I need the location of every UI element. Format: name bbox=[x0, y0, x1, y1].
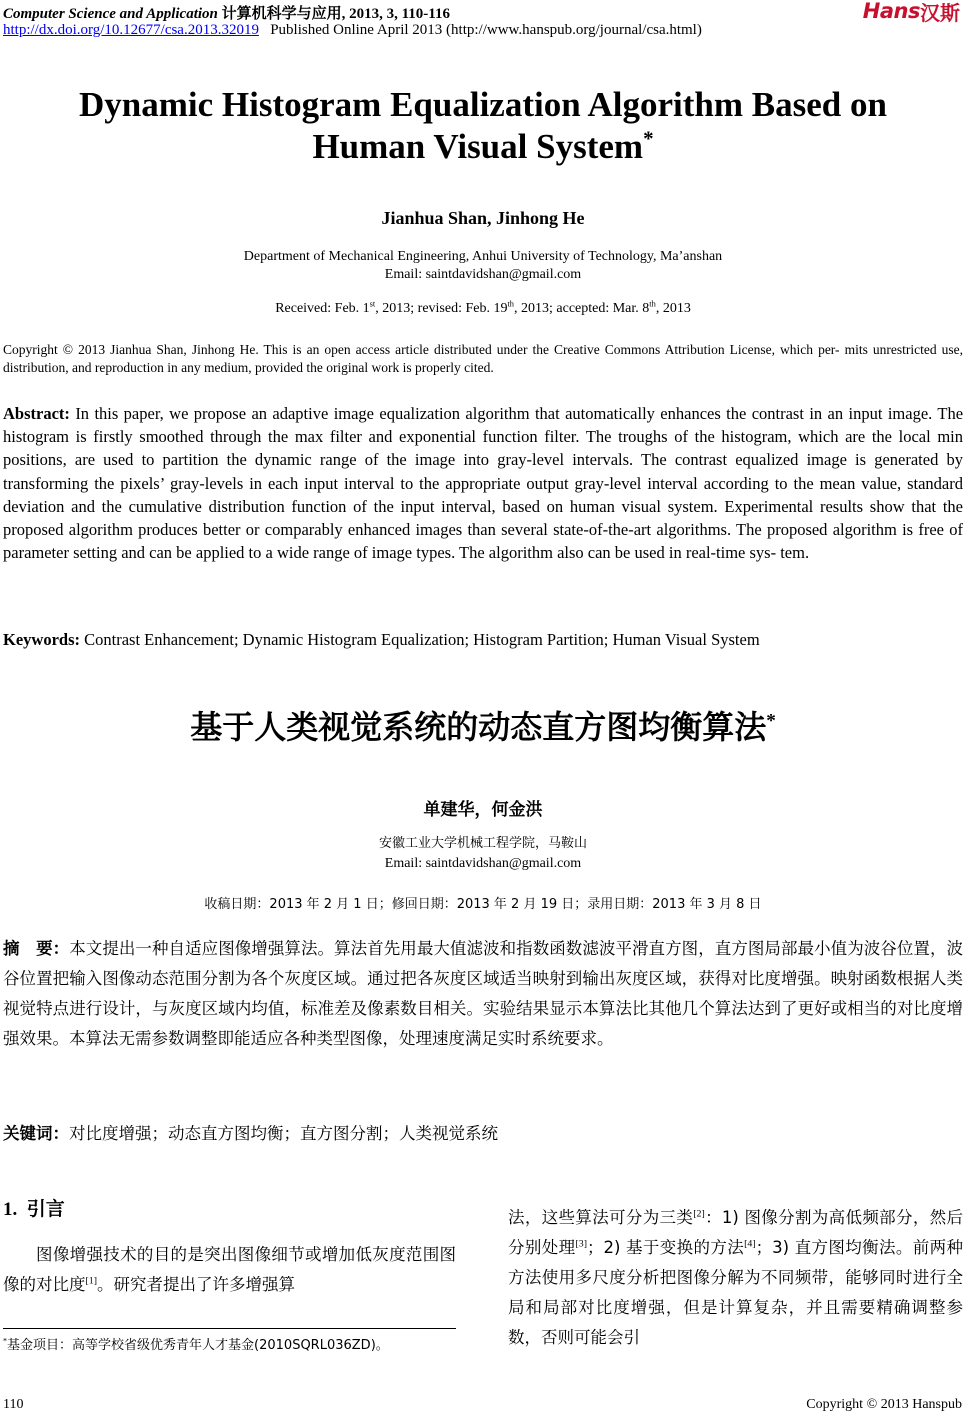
received-dates-cn: 收稿日期：2013 年 2 月 1 日；修回日期：2013 年 2 月 19 日；录用日期：2013 年 3 月 8 日 bbox=[204, 897, 762, 912]
keywords-cn-text: 对比度增强；动态直方图均衡；直方图分割；人类视觉系统 bbox=[69, 1124, 498, 1143]
paper-title-cn bbox=[0, 702, 966, 748]
ordinal-th: th bbox=[507, 299, 514, 309]
title-cn-footnote-mark: * bbox=[766, 710, 776, 732]
affiliation-cn bbox=[0, 834, 966, 874]
logo-cn: 汉斯 bbox=[920, 0, 960, 25]
keywords-en bbox=[3, 630, 963, 650]
affiliation-cn-dept: 安徽工业大学机械工程学院，马鞍山 bbox=[378, 836, 587, 851]
page-number: 110 bbox=[3, 1397, 24, 1412]
right-text-4: ；3) 直方图均衡法。前两种方法使用多尺度分析把图像分解为不同频带，能够同时进行全局和局部对比度增强，但是计算复杂，并且需要精确调整参数，否则可能会引 bbox=[508, 1238, 963, 1347]
footnote-mark: * bbox=[3, 1336, 8, 1346]
hans-logo bbox=[862, 0, 960, 25]
title-line-2: Human Visual System bbox=[312, 127, 644, 166]
affiliation-cn-email: Email: saintdavidshan@gmail.com bbox=[384, 856, 582, 871]
right-text-3: ；2) 基于变换的方法 bbox=[587, 1238, 745, 1257]
year-text: , 2013 bbox=[655, 301, 691, 316]
body-left-column bbox=[3, 1240, 456, 1300]
footnote-divider bbox=[3, 1328, 456, 1329]
section-title: 引言 bbox=[26, 1198, 65, 1220]
received-dates-en bbox=[0, 301, 966, 317]
citation-4[interactable]: [4] bbox=[744, 1238, 756, 1250]
citation-1[interactable]: [1] bbox=[85, 1275, 98, 1287]
title-footnote-mark: * bbox=[643, 126, 654, 151]
authors-cn: 单建华，何金洪 bbox=[423, 800, 543, 820]
affiliation-en bbox=[0, 248, 966, 284]
abstract-label: Abstract: bbox=[3, 404, 70, 423]
abstract-en bbox=[3, 402, 963, 564]
right-text-2: ：1) 图像分割为高低频部分，然后分别处理 bbox=[508, 1208, 964, 1257]
revised-text: , 2013; revised: Feb. 19 bbox=[375, 301, 508, 316]
section-heading bbox=[3, 1194, 65, 1221]
copyright-notice: Copyright © 2013 Jianhua Shan, Jinhong He. This is an open access article distributed under the Creative Commons Attribution License, which per- mits unrestricted use, distribution, and reproduction in any medium, provided the original work is properly cited. bbox=[3, 342, 963, 375]
abstract-cn bbox=[3, 934, 963, 1054]
intro-text-a: 图像增强技术的目的是突出图像细节或增加低灰度范围图像的对比度 bbox=[3, 1245, 456, 1294]
doi-link[interactable]: http://dx.doi.org/10.12677/csa.2013.32019 bbox=[3, 22, 259, 38]
citation-2[interactable]: [2] bbox=[693, 1208, 705, 1220]
intro-paragraph bbox=[3, 1240, 456, 1300]
right-text-1: 法，这些算法可分为三类 bbox=[508, 1208, 694, 1227]
title-cn-text: 基于人类视觉系统的动态直方图均衡算法 bbox=[190, 708, 767, 746]
keywords-label: Keywords: bbox=[3, 630, 80, 649]
footnote bbox=[3, 1334, 389, 1353]
keywords-cn-label: 关键词： bbox=[3, 1124, 69, 1143]
abstract-text: In this paper, we propose an adaptive image equalization algorithm that automatically enhances the contrast in an input image. The histogram is firstly smoothed through the max filter and exponential function filter. The troughs of the histogram, which are the local min positions, are used to partition the dynamic range of the image into gray-level intervals. The contrast equalized image is generated by transforming the pixels’ gray-levels in each input interval to the appropriate output gray-level interval according to the mean value, standard deviation and the cumulative distribution function of the input interval, based on human visual system. Experimental results show that the proposed algorithm produces better or comparably enhanced images than several state-of-the-art algorithms. The proposed algorithm is free of parameter setting and can be applied to a wide range of image types. The algorithm also can be used in real-time sys- tem. bbox=[3, 404, 964, 563]
ordinal-th-2: th bbox=[649, 299, 656, 309]
doi-line bbox=[3, 22, 702, 39]
published-online: Published Online April 2013 (http://www.hanspub.org/journal/csa.html) bbox=[270, 22, 702, 38]
journal-name-en: Computer Science and Application bbox=[3, 6, 218, 22]
right-paragraph bbox=[508, 1203, 963, 1353]
keywords-text: Contrast Enhancement; Dynamic Histogram Equalization; Histogram Partition; Human Visual System bbox=[84, 630, 760, 649]
intro-text-b: 。研究者提出了许多增强算 bbox=[97, 1275, 296, 1294]
journal-header bbox=[3, 2, 450, 23]
footer-copyright: Copyright © 2013 Hanspub bbox=[806, 1397, 962, 1412]
affiliation-email: Email: saintdavidshan@gmail.com bbox=[384, 267, 582, 282]
body-right-column bbox=[508, 1203, 963, 1353]
affiliation-dept: Department of Mechanical Engineering, Anhui University of Technology, Ma’anshan bbox=[243, 249, 723, 264]
accepted-text: , 2013; accepted: Mar. 8 bbox=[514, 301, 650, 316]
footnote-text: 基金项目：高等学校省级优秀青年人才基金(2010SQRL036ZD)。 bbox=[7, 1338, 389, 1353]
title-line-1: Dynamic Histogram Equalization Algorithm Based on bbox=[79, 85, 887, 124]
paper-title-en bbox=[0, 84, 966, 168]
journal-name-cn: 计算机科学与应用, 2013, 3, 110-116 bbox=[221, 6, 450, 22]
citation-3[interactable]: [3] bbox=[575, 1238, 587, 1250]
abstract-cn-label: 摘 要： bbox=[3, 939, 70, 958]
keywords-cn bbox=[3, 1120, 963, 1144]
abstract-cn-text: 本文提出一种自适应图像增强算法。算法首先用最大值滤波和指数函数滤波平滑直方图，直方图局部最小值为波谷位置，波谷位置把输入图像动态范围分割为各个灰度区域。通过把各灰度区域适当映射到输出灰度区域，获得对比度增强。映射函数根据人类视觉特点进行设计，与灰度区域内均值，标准差及像素数目相关。实验结果显示本算法比其他几个算法达到了更好或相当的对比度增强效果。本算法无需参数调整即能适应各种类型图像，处理速度满足实时系统要求。 bbox=[3, 939, 964, 1048]
authors-en: Jianhua Shan, Jinhong He bbox=[381, 208, 585, 228]
ordinal-st: st bbox=[369, 299, 376, 309]
received-text: Received: Feb. 1 bbox=[275, 301, 370, 316]
section-number: 1. bbox=[3, 1199, 18, 1220]
logo-latin: Hans bbox=[862, 0, 920, 23]
